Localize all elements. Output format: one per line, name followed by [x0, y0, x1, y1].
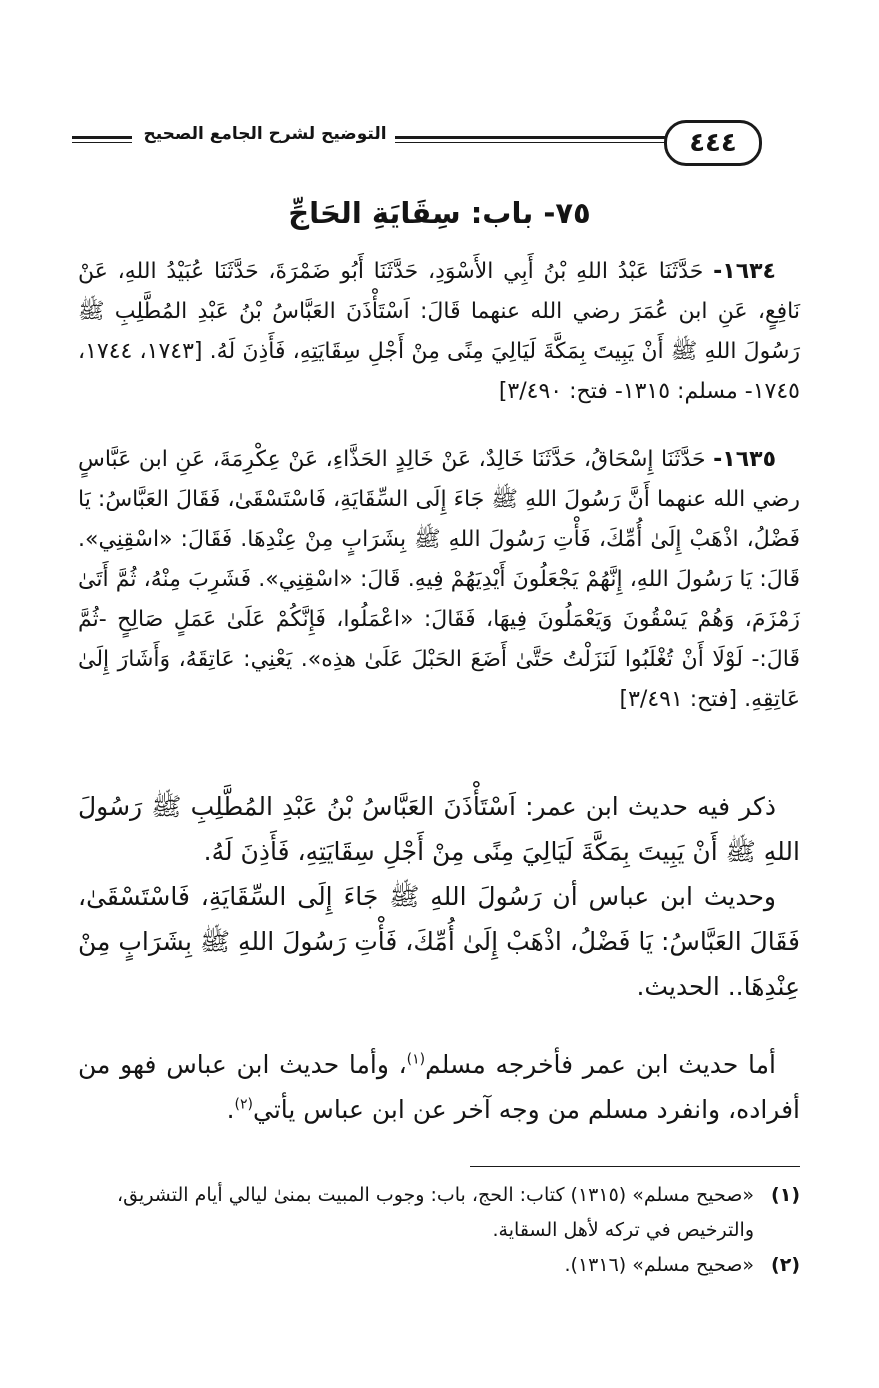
commentary-1	[78, 784, 800, 874]
commentary-closing	[78, 1042, 800, 1132]
footnote-ref[interactable]: (٢)	[234, 1096, 253, 1113]
commentary-2	[78, 874, 800, 1009]
header-rule	[72, 136, 132, 143]
footnote	[78, 1248, 800, 1283]
footnote-ref[interactable]: (١)	[406, 1051, 426, 1068]
hadith-number: ١٦٣٤-	[713, 259, 776, 284]
hadith-text: حَدَّثَنَا عَبْدُ اللهِ بْنُ أَبِي الأَسْوَدِ، حَدَّثَنَا أَبُو ضَمْرَةَ، حَدَّثَنَا عُبَيْدُ اللهِ، عَنْ نَافِعٍ، عَنِ ابن عُمَرَ رضي الله عنهما قَالَ: اَسْتَأْذَنَ العَبَّاسُ بْنُ عَبْدِ المُطَّلِبِ ﷺ رَسُولَ اللهِ ﷺ أَنْ يَبِيتَ بِمَكَّةَ لَيَالِيَ مِنًى مِنْ أَجْلِ سِقَايَتِهِ، فَأَذِنَ لَهُ. [١٧٤٣، ١٧٤٤، ١٧٤٥- مسلم: ١٣١٥- فتح: ٣/٤٩٠]	[78, 259, 801, 404]
commentary-paragraph: ذكر فيه حديث ابن عمر: اَسْتَأْذَنَ العَبَّاسُ بْنُ عَبْدِ المُطَّلِبِ ﷺ رَسُولَ اللهِ ﷺ أَنْ يَبِيتَ بِمَكَّةَ لَيَالِيَ مِنًى مِنْ أَجْلِ سِقَايَتِهِ، فَأَذِنَ لَهُ.	[78, 792, 800, 866]
hadith-1634	[78, 252, 800, 412]
closing-text: ، وأما حديث ابن عباس فهو من أفراده، وانفرد مسلم من وجه آخر عن ابن عباس يأتي	[78, 1050, 800, 1124]
page-number-badge	[664, 120, 762, 166]
page-number: ٤٤٤	[689, 128, 737, 158]
page-header	[0, 118, 879, 168]
hadith-text: حَدَّثَنَا إِسْحَاقُ، حَدَّثَنَا خَالِدٌ، عَنْ خَالِدٍ الحَذَّاءِ، عَنْ عِكْرِمَةَ، عَنِ ابن عَبَّاسٍ رضي الله عنهما أَنَّ رَسُولَ اللهِ ﷺ جَاءَ إِلَى السِّقَايَةِ، فَاسْتَسْقَىٰ، فَقَالَ العَبَّاسُ: يَا فَضْلُ، اذْهَبْ إِلَىٰ أُمِّكَ، فَأْتِ رَسُولَ اللهِ ﷺ بِشَرَابٍ مِنْ عِنْدِهَا. فَقَالَ: «اسْقِنِي». قَالَ: يَا رَسُولَ اللهِ، إِنَّهُمْ يَجْعَلُونَ أَيْدِيَهُمْ فِيهِ. قَالَ: «اسْقِنِي». فَشَرِبَ مِنْهُ، ثُمَّ أَتَىٰ زَمْزَمَ، وَهُمْ يَسْقُونَ وَيَعْمَلُونَ فِيهَا، فَقَالَ: «اعْمَلُوا، فَإِنَّكُمْ عَلَىٰ عَمَلٍ صَالِحٍ -ثُمَّ قَالَ:- لَوْلَا أَنْ تُغْلَبُوا لَنَزَلْتُ حَتَّىٰ أَضَعَ الحَبْلَ عَلَىٰ هذِه». يَعْنِي: عَاتِقَهُ، وَأَشَارَ إِلَىٰ عَاتِقِهِ. [فتح: ٣/٤٩١]	[78, 447, 800, 712]
hadith-number: ١٦٣٥-	[713, 447, 776, 472]
footnote	[78, 1178, 800, 1248]
chapter-title: ٧٥- باب: سِقَايَةِ الحَاجِّ	[288, 196, 591, 230]
closing-text: أما حديث ابن عمر فأخرجه مسلم	[425, 1050, 777, 1079]
footnote-text: «صحيح مسلم» (١٣١٥) كتاب: الحج، باب: وجوب المبيت بمنىٰ ليالي أيام التشريق، والترخيص في تركه لأهل السقاية.	[117, 1184, 754, 1241]
hadith-1635	[78, 440, 800, 720]
footnote-number: (٢)	[771, 1254, 800, 1276]
closing-text: .	[226, 1095, 235, 1124]
header-rule	[395, 136, 633, 143]
footnote-divider	[470, 1166, 800, 1167]
footnote-number: (١)	[771, 1184, 800, 1206]
footnote-text: «صحيح مسلم» (١٣١٦).	[564, 1254, 754, 1276]
footnotes	[78, 1178, 800, 1283]
running-title: التوضيح لشرح الجامع الصحيح	[143, 124, 387, 144]
commentary-paragraph: وحديث ابن عباس أن رَسُولَ اللهِ ﷺ جَاءَ إِلَى السِّقَايَةِ، فَاسْتَسْقَىٰ، فَقَالَ العَبَّاسُ: يَا فَضْلُ، اذْهَبْ إِلَىٰ أُمِّكَ، فَأْتِ رَسُولَ اللهِ ﷺ بِشَرَابٍ مِنْ عِنْدِهَا.. الحديث.	[78, 882, 800, 1001]
commentary-paragraph	[78, 1042, 800, 1132]
